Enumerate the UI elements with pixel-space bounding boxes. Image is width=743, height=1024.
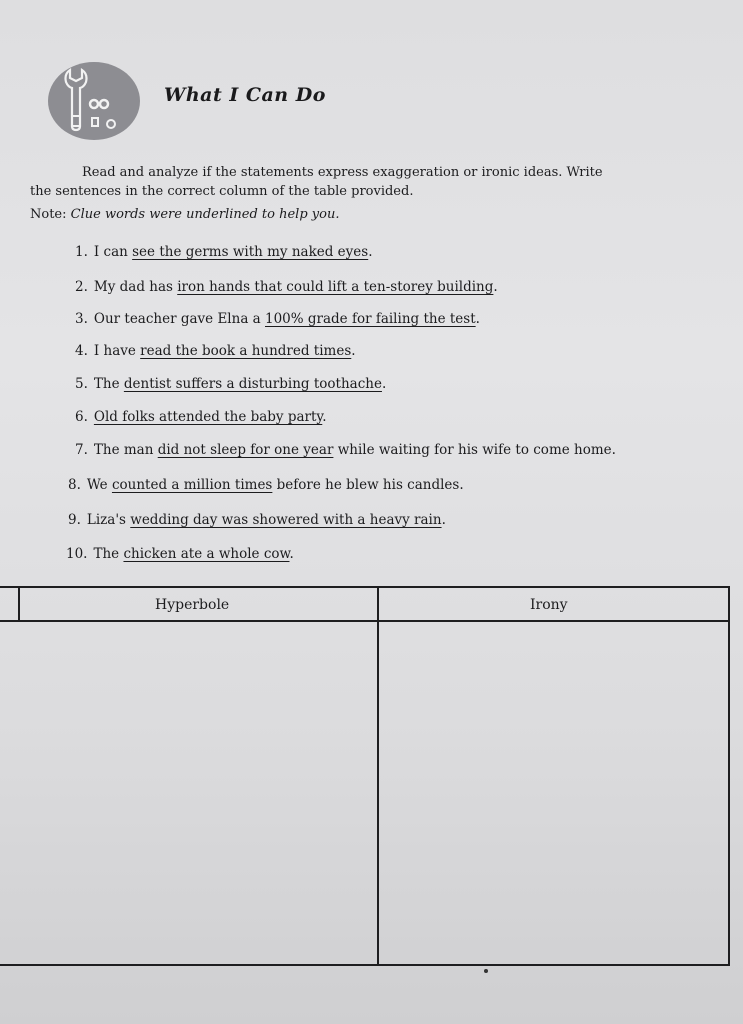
statement-text: . (475, 311, 480, 327)
statement-text: We (86, 477, 112, 493)
statement-item (75, 376, 386, 392)
statement-text: The (93, 546, 124, 562)
statement-item (68, 477, 464, 493)
statement-number: 10. (66, 546, 88, 562)
statement-clue: see the germs with my naked eyes (132, 244, 369, 260)
statement-text: Liza's (86, 512, 131, 528)
statement-item (75, 409, 327, 425)
statement-number: 5. (75, 376, 88, 392)
statement-number: 9. (68, 512, 81, 528)
table-left-border (18, 588, 20, 622)
statement-text: . (322, 409, 327, 425)
statement-number: 7. (75, 442, 88, 458)
statement-text: . (493, 279, 498, 295)
statement-item (75, 311, 480, 327)
statement-text: . (441, 512, 446, 528)
statement-clue: counted a million times (111, 477, 273, 493)
answer-table (0, 586, 730, 966)
statement-clue: Old folks attended the baby party (93, 409, 323, 425)
statement-text: . (368, 244, 373, 260)
note-label: Note: (30, 207, 67, 222)
statement-text: while waiting for his wife to come home. (333, 442, 616, 458)
statement-text: . (351, 343, 356, 359)
statement-number: 2. (75, 279, 88, 295)
statement-text: . (381, 376, 387, 392)
statement-number: 4. (75, 343, 88, 359)
statement-clue: iron hands that could lift a ten-storey building (177, 279, 494, 295)
statement-clue: read the book a hundred times (140, 343, 352, 359)
page-title: What I Can Do (164, 84, 326, 106)
statement-clue: chicken ate a whole cow (123, 546, 290, 562)
statement-number: 3. (75, 311, 88, 327)
irony-answer-cell[interactable] (379, 622, 728, 964)
statement-clue: dentist suffers a disturbing toothache (123, 376, 382, 392)
statement-item (75, 279, 498, 295)
statement-item (75, 442, 616, 458)
statement-item (66, 546, 294, 562)
statement-text: The (93, 376, 124, 392)
statement-number: 6. (75, 409, 88, 425)
table-header-row (0, 588, 728, 622)
column-header-hyperbole: Hyperbole (155, 597, 230, 613)
statement-item (75, 343, 356, 359)
statement-item (75, 244, 373, 260)
statement-text: The man (93, 442, 158, 458)
column-header-irony: Irony (530, 597, 568, 613)
statement-item (68, 512, 446, 528)
statement-clue: did not sleep for one year (157, 442, 334, 458)
statement-text: before he blew his candles. (272, 477, 464, 493)
hyperbole-answer-cell[interactable] (20, 622, 377, 964)
statement-number: 8. (68, 477, 81, 493)
statement-text: . (289, 546, 294, 562)
note-text: Clue words were underlined to help you. (70, 207, 340, 222)
instructions-line-2: the sentences in the correct column of the table provided. (30, 184, 414, 199)
statement-clue: 100% grade for failing the test (265, 311, 476, 327)
instructions-line-1: Read and analyze if the statements express exaggeration or ironic ideas. Write (82, 165, 603, 180)
page-mark (484, 969, 488, 973)
statement-text: My dad has (93, 279, 178, 295)
statement-number: 1. (75, 244, 88, 260)
statement-text: I can (93, 244, 133, 260)
statement-text: Our teacher gave Elna a (93, 311, 265, 327)
statement-clue: wedding day was showered with a heavy rain (130, 512, 442, 528)
statement-text: I have (93, 343, 141, 359)
